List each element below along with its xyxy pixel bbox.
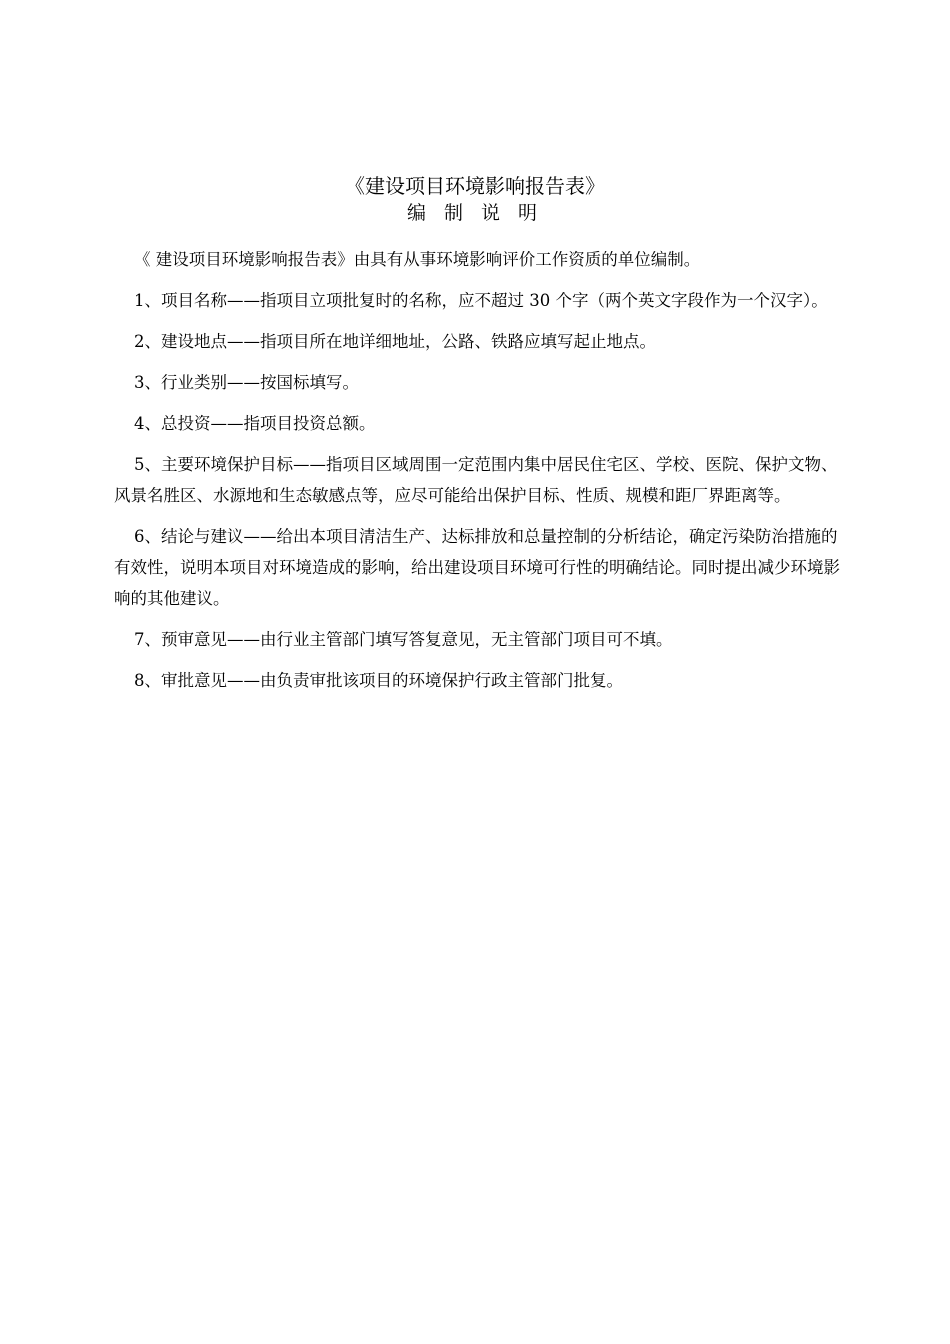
item-industry-category: 3、行业类别——按国标填写。 xyxy=(134,373,359,392)
item-approval-opinion: 8、审批意见——由负责审批该项目的环境保护行政主管部门批复。 xyxy=(134,671,623,690)
item-project-name: 1、项目名称——指项目立项批复时的名称，应不超过 30 个字（两个英文字段作为一个汉字）。 xyxy=(134,291,828,310)
item-total-investment: 4、总投资——指项目投资总额。 xyxy=(134,414,376,433)
document-subtitle: 编 制 说 明 xyxy=(406,202,544,224)
item-conclusions: 6、结论与建议——给出本项目清洁生产、达标排放和总量控制的分析结论，确定污染防治措施的有效性，说明本项目对环境造成的影响，给出建设项目环境可行性的明确结论。同时提出减少环境影响的其他建议。 xyxy=(114,527,840,608)
item-construction-site: 2、建设地点——指项目所在地详细地址，公路、铁路应填写起止地点。 xyxy=(134,332,656,351)
intro-paragraph: 《 建设项目环境影响报告表》由具有从事环境影响评价工作资质的单位编制。 xyxy=(134,250,701,269)
title-block xyxy=(0,172,950,226)
item-protection-targets: 5、主要环境保护目标——指项目区域周围一定范围内集中居民住宅区、学校、医院、保护文物、风景名胜区、水源地和生态敏感点等，应尽可能给出保护目标、性质、规模和距厂界距离等。 xyxy=(114,455,838,505)
document-title: 《建设项目环境影响报告表》 xyxy=(345,174,605,198)
item-preliminary-review: 7、预审意见——由行业主管部门填写答复意见，无主管部门项目可不填。 xyxy=(134,630,673,649)
document-body xyxy=(114,244,844,706)
